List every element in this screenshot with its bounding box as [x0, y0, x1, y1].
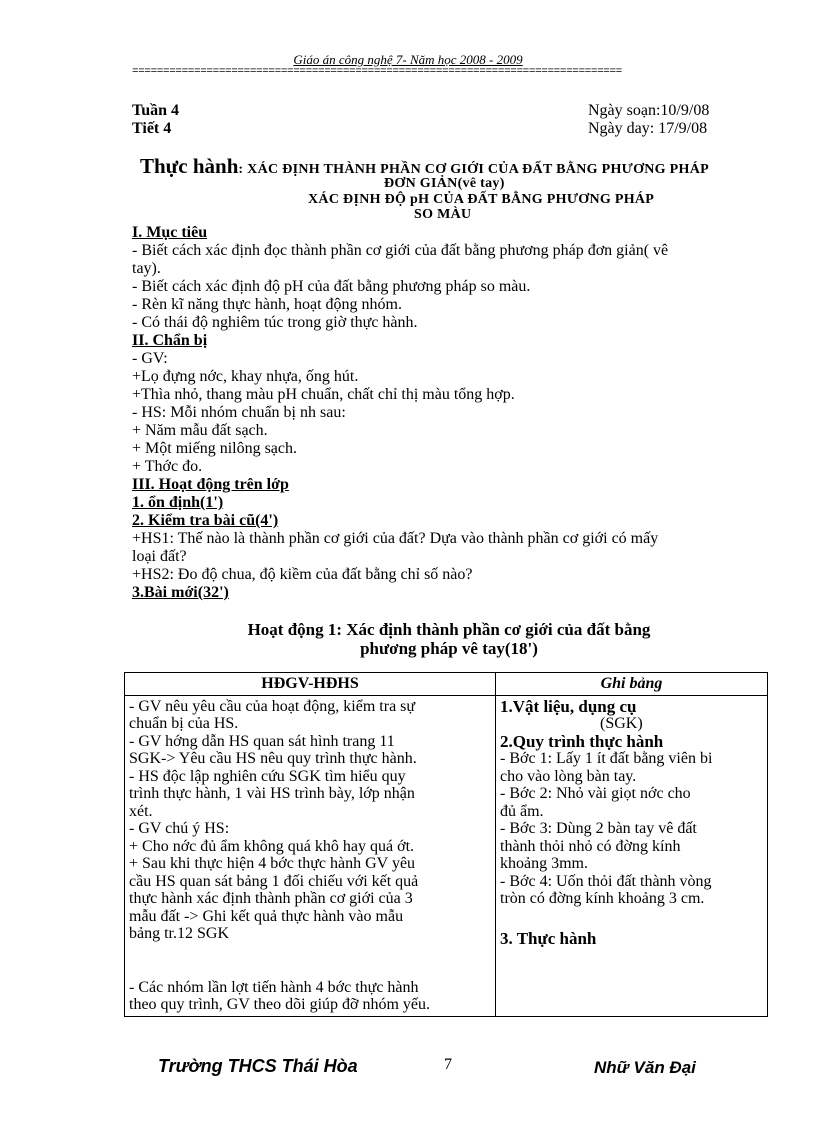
- footer-author: Nhữ Văn Đại: [594, 1058, 696, 1077]
- title-prefix: Thực hành: [140, 154, 239, 178]
- week-label: Tuần 4: [132, 102, 179, 119]
- board-line: cho vào lòng bàn tay.: [500, 767, 637, 785]
- header-rule: ===============================================================================: [132, 66, 622, 78]
- title-line-3: XÁC ĐỊNH ĐỘ pH CỦA ĐẤT BẰNG PHƯƠNG PHÁP: [308, 192, 655, 207]
- activity-line: cầu HS quan sát bảng 1 đối chiếu với kết quả: [129, 872, 419, 890]
- activity-line: bảng tr.12 SGK: [129, 925, 229, 942]
- title-line-1: : XÁC ĐỊNH THÀNH PHẦN CƠ GIỚI CỦA ĐẤT BẰNG PHƯƠNG PHÁP: [238, 162, 709, 177]
- board-heading-practice: 3. Thực hành: [500, 928, 597, 948]
- board-heading-procedure: 2.Quy trình thực hành: [500, 731, 664, 751]
- objective-line: - Biết cách xác định độ pH của đất bằng phương pháp so màu.: [132, 278, 531, 295]
- teach-date: Ngày day: 17/9/08: [588, 120, 708, 137]
- board-line: - Bớc 3: Dùng 2 bàn tay vê đất: [500, 820, 697, 837]
- lesson-label: Tiết 4: [132, 120, 172, 137]
- running-header: Giáo án công nghệ 7- Năm học 2008 - 2009: [293, 52, 523, 67]
- activity-line: theo quy trình, GV theo dõi giúp đỡ nhóm yếu.: [129, 996, 431, 1013]
- activity-line: mẫu đất -> Ghi kết quả thực hành vào mẫu: [129, 907, 404, 925]
- objective-line: - Có thái độ nghiêm túc trong giờ thực hành.: [132, 314, 418, 331]
- activity-line: thực hành xác định thành phần cơ giới của 3: [129, 890, 413, 907]
- review-question-1: +HS1: Thế nào là thành phần cơ giới của đất? Dựa vào thành phần cơ giới có mấy: [132, 530, 659, 547]
- board-heading-materials: 1.Vật liệu, dụng cụ: [500, 696, 637, 716]
- preparation-line: - GV:: [132, 350, 168, 367]
- activity-title-1: Hoạt động 1: Xác định thành phần cơ giới của đất bằng: [247, 620, 651, 639]
- footer-page-number: 7: [444, 1056, 452, 1073]
- objective-line: - Rèn kĩ năng thực hành, hoạt động nhóm.: [132, 296, 402, 313]
- activity-line: + Cho nớc đủ ẩm không quá khô hay quá ớt.: [129, 837, 415, 855]
- board-cell: [496, 695, 768, 1016]
- title-line-2: ĐƠN GIẢN(vê tay): [384, 176, 505, 191]
- preparation-line: + Năm mẫu đất sạch.: [132, 422, 268, 439]
- board-line: đủ ẩm.: [500, 802, 544, 820]
- activity-line: SGK-> Yêu cầu HS nêu quy trình thực hành.: [129, 750, 417, 767]
- activity-line: - HS độc lập nghiên cứu SGK tìm hiểu quy: [129, 767, 406, 785]
- objective-line: - Biết cách xác định đọc thành phần cơ giới của đất bằng phương pháp đơn giản( vê: [132, 242, 669, 259]
- review-heading: 2. Kiểm tra bài cũ(4'): [132, 512, 279, 529]
- activity-table: [124, 672, 768, 1017]
- review-question-2: +HS2: Đo độ chua, độ kiềm của đất bằng chỉ số nào?: [132, 566, 473, 583]
- activity-line: - GV chú ý HS:: [129, 820, 230, 837]
- col-header-board: Ghi bảng: [496, 673, 768, 696]
- board-sgk: (SGK): [600, 715, 643, 732]
- activities-cell: [125, 695, 496, 1016]
- board-line: - Bớc 4: Uốn thỏi đất thành vòng: [500, 872, 712, 890]
- new-lesson-heading: 3.Bài mới(32'): [132, 584, 229, 601]
- table-header-row: [125, 673, 768, 696]
- title-line-4: SO MÀU: [414, 207, 472, 222]
- objective-line: tay).: [132, 260, 161, 277]
- board-line: tròn có đờng kính khoảng 3 cm.: [500, 890, 705, 907]
- board-line: thành thỏi nhỏ có đờng kính: [500, 837, 681, 855]
- activity-line: - GV hớng dẫn HS quan sát hình trang 11: [129, 732, 395, 750]
- activity-line: xét.: [129, 802, 153, 820]
- table-row: [125, 695, 768, 1016]
- section-activities-heading: III. Hoạt động trên lớp: [132, 476, 289, 493]
- col-header-activities: HĐGV-HĐHS: [125, 673, 496, 696]
- prep-date: Ngày soạn:10/9/08: [588, 102, 710, 119]
- activity-line: + Sau khi thực hiện 4 bớc thực hành GV yêu: [129, 855, 416, 872]
- footer-school: Trường THCS Thái Hòa: [158, 1056, 358, 1076]
- activity-line: - GV nêu yêu cầu của hoạt động, kiểm tra sự: [129, 697, 416, 715]
- section-preparation-heading: II. Chẩn bị: [132, 332, 208, 349]
- board-line: khoảng 3mm.: [500, 855, 588, 872]
- preparation-line: - HS: Mỗi nhóm chuẩn bị nh sau:: [132, 404, 346, 421]
- activity-line: trình thực hành, 1 vài HS trình bày, lớp nhận: [129, 785, 415, 802]
- preparation-line: + Thớc đo.: [132, 458, 203, 475]
- activity-line: chuẩn bị của HS.: [129, 715, 239, 732]
- review-question-1-cont: loại đất?: [132, 548, 187, 565]
- board-line: - Bớc 1: Lấy 1 ít đất bằng viên bi: [500, 750, 713, 767]
- preparation-line: +Thìa nhỏ, thang màu pH chuẩn, chất chỉ thị màu tổng hợp.: [132, 386, 515, 403]
- preparation-line: +Lọ đựng nớc, khay nhựa, ống hút.: [132, 368, 359, 385]
- preparation-line: + Một miếng nilông sạch.: [132, 440, 298, 457]
- stabilize-heading: 1. ổn định(1'): [132, 494, 224, 511]
- board-line: - Bớc 2: Nhỏ vài giọt nớc cho: [500, 785, 691, 802]
- activity-title-2: phương pháp vê tay(18'): [360, 639, 538, 658]
- activity-line: - Các nhóm lần lợt tiến hành 4 bớc thực hành: [129, 978, 419, 996]
- section-objectives-heading: I. Mục tiêu: [132, 224, 208, 241]
